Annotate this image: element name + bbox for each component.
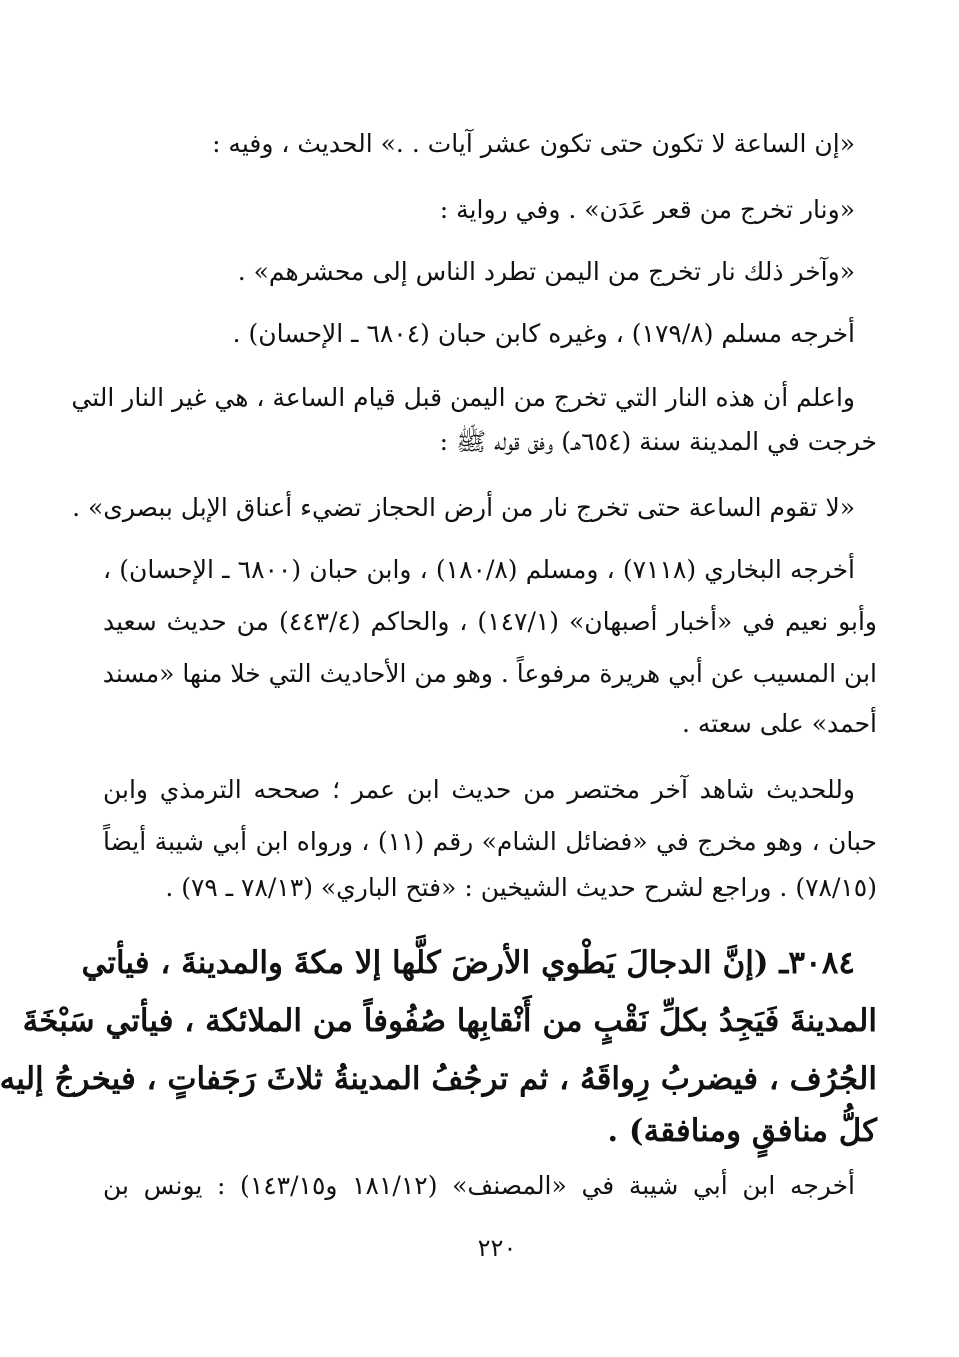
hadith-text-line: الجُرُف ، فيضربُ رِواقَهُ ، ثم ترجُفُ المدينةُ ثلاثَ رَجَفاتٍ ، فيخرجُ إليه (0, 1061, 877, 1097)
text-line: أحمد» على سعته . (681, 709, 877, 738)
text-line: «لا تقوم الساعة حتى تخرج نار من أرض الحجاز تضيء أعناق الإبل ببصرى» . (72, 493, 855, 522)
text-line: أخرجه مسلم (١٧٩/٨) ، وغيره كابن حبان (٦٨٠٤ ـ الإحسان) . (232, 319, 855, 348)
text-line: «إن الساعة لا تكون حتى تكون عشر آيات . .» الحديث ، وفيه : (212, 129, 855, 158)
text-line: ابن المسيب عن أبي هريرة مرفوعاً . وهو من الأحاديث التي خلا منها «مسند (102, 659, 877, 688)
text-line: وأبو نعيم في «أخبار أصبهان» (١٤٧/١) ، والحاكم (٤٤٣/٤) من حديث سعيد (103, 607, 878, 636)
text-line: وللحديث شاهد آخر مختصر من حديث ابن عمر ؛ صححه الترمذي وابن (103, 775, 855, 804)
text-line: أخرجه البخاري (٧١١٨) ، ومسلم (١٨٠/٨) ، وابن حبان (٦٨٠٠ ـ الإحسان) ، (103, 555, 855, 584)
text-line: حبان ، وهو مخرج في «فضائل الشام» رقم (١١) ، ورواه ابن أبي شيبة أيضاً (103, 827, 877, 856)
hadith-text-line: كلُّ منافقٍ ومنافقة) . (607, 1113, 877, 1149)
text-line: «ونار تخرج من قعر عَدَن» . وفي رواية : (439, 195, 855, 224)
text-line: (٧٨/١٥) . وراجع لشرح حديث الشيخين : «فتح الباري» (٧٨/١٣ ـ ٧٩) . (165, 873, 877, 902)
hadith-text-line: المدينةَ فَيَجِدُ بكلِّ نَقْبٍ من أَنْقابِها صُفُوفاً من الملائكة ، فيأتي سَبْخَةَ (22, 1003, 877, 1039)
text-line: أخرجه ابن أبي شيبة في «المصنف» (١٨١/١٢ و١٤٣/١٥) : يونس بن (103, 1171, 855, 1200)
text-line: واعلم أن هذه النار التي تخرج من اليمن قبل قيام الساعة ، هي غير النار التي (71, 383, 855, 412)
hadith-text-line: ٣٠٨٤ـ (إنَّ الدجالَ يَطْوي الأرضَ كلَّها إلا مكةَ والمدينةَ ، فيأتي (81, 945, 855, 981)
page-number: ٢٢٠ (477, 1234, 517, 1262)
text-line: «وآخر ذلك نار تخرج من اليمن تطرد الناس إلى محشرهم» . (237, 257, 855, 286)
text-line: خرجت في المدينة سنة (٦٥٤هـ) وفق قوله ﷺ : (439, 427, 877, 456)
